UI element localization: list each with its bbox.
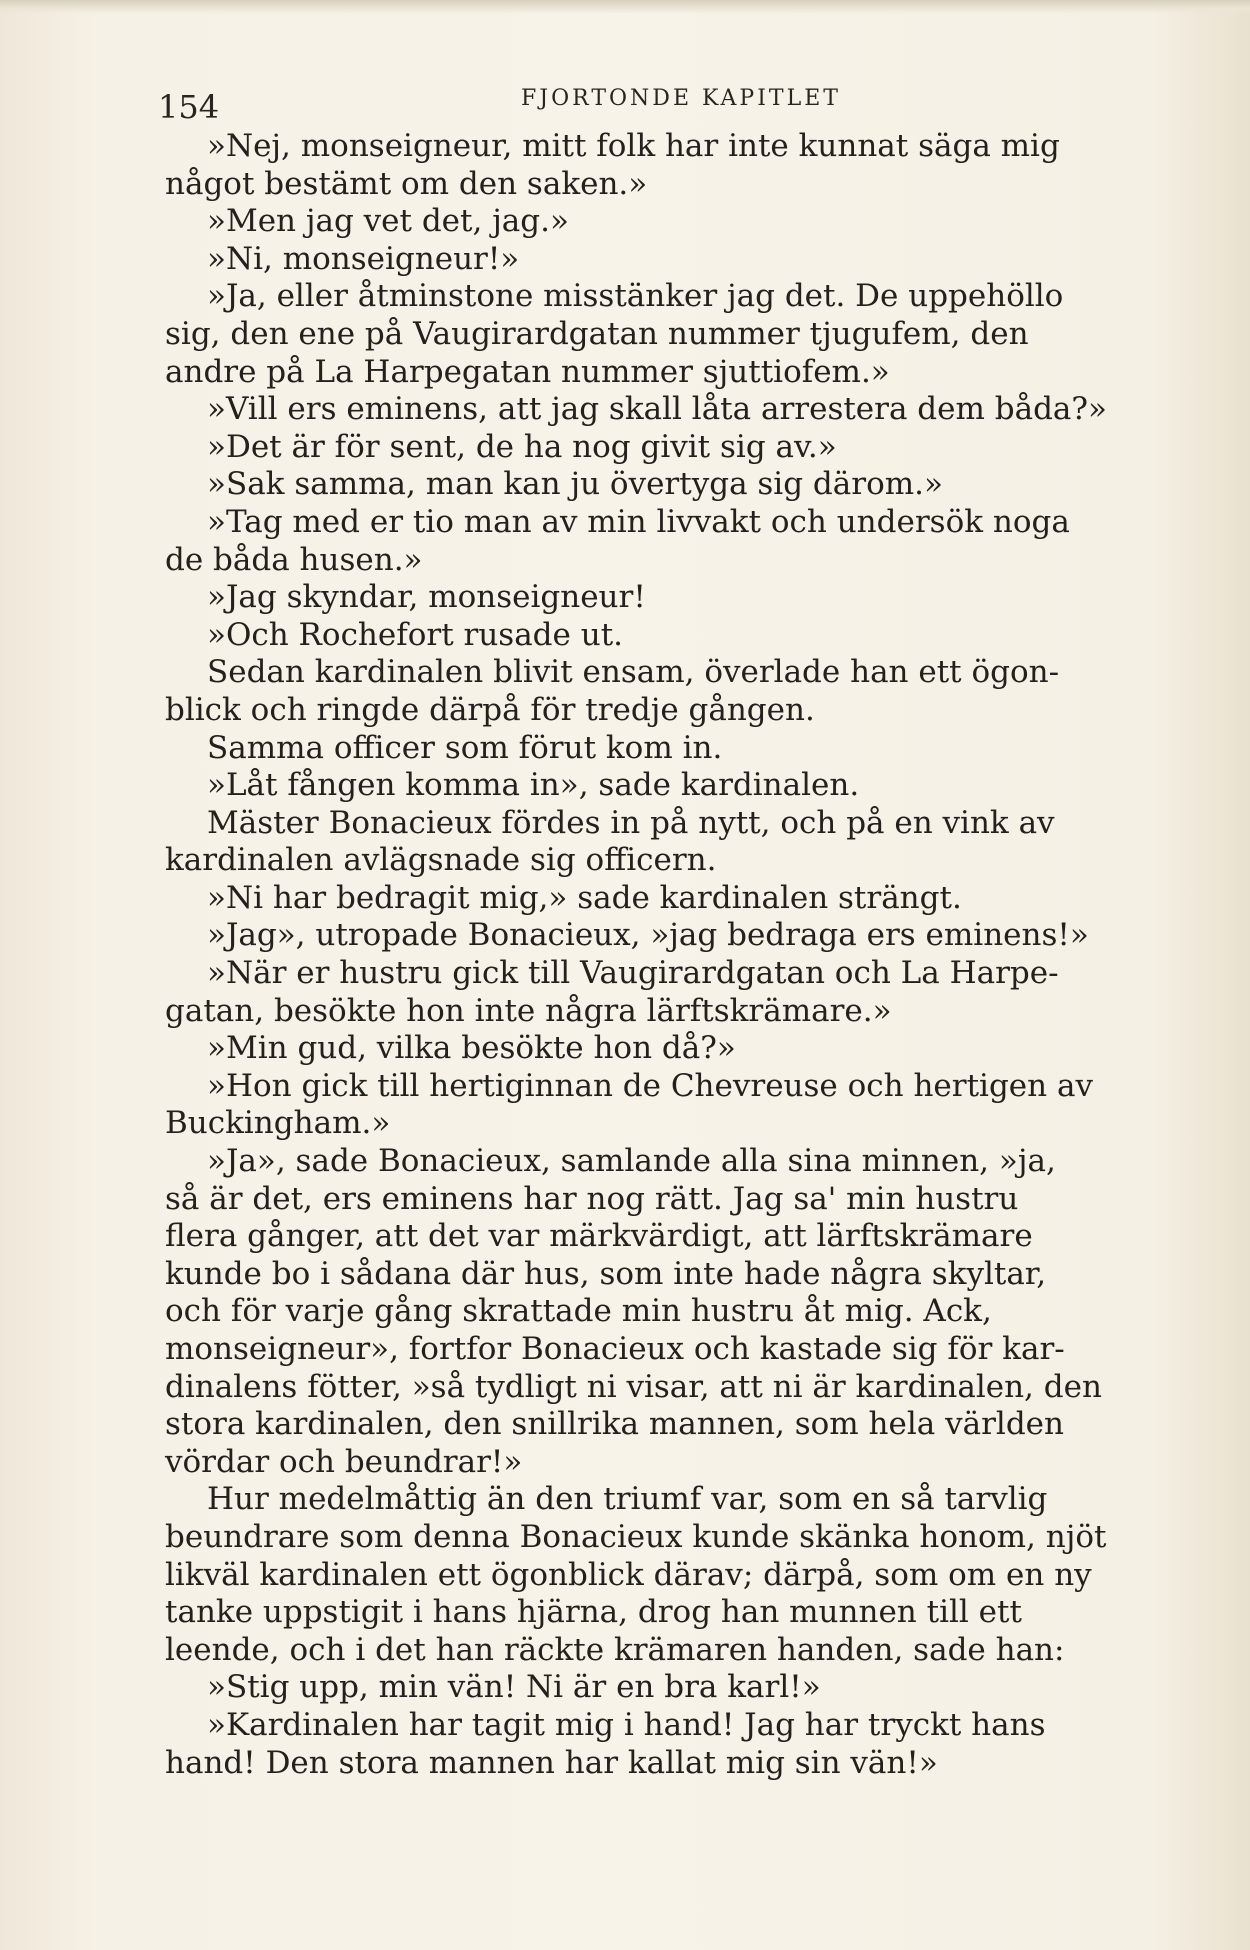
text-line: gatan, besökte hon inte några lärftskrämare.»	[165, 992, 892, 1029]
text-line: »Vill ers eminens, att jag skall låta arrestera dem båda?»	[207, 391, 1107, 428]
text-line: vördar och beundrar!»	[165, 1443, 523, 1480]
text-line: monseigneur», fortfor Bonacieux och kastade sig för kar-	[165, 1331, 1065, 1367]
text-line: Samma officer som förut kom in.	[207, 729, 723, 766]
text-line: beundrare som denna Bonacieux kunde skänka honom, njöt	[165, 1518, 1107, 1555]
text-line: »Jag skyndar, monseigneur!	[207, 579, 646, 616]
text-line: tanke uppstigit i hans hjärna, drog han munnen till ett	[165, 1594, 1022, 1631]
text-line: och för varje gång skrattade min hustru åt mig. Ack,	[165, 1293, 992, 1330]
text-line: andre på La Harpegatan nummer sjuttiofem.»	[165, 353, 890, 390]
text-line: hand! Den stora mannen har kallat mig sin vän!»	[165, 1744, 938, 1781]
text-line: sig, den ene på Vaugirardgatan nummer tjugufem, den	[165, 315, 1029, 352]
page-header	[158, 78, 1204, 128]
text-line: »Tag med er tio man av min livvakt och undersök noga	[207, 503, 1070, 540]
text-line: »Min gud, vilka besökte hon då?»	[207, 1030, 736, 1067]
text-line: »Nej, monseigneur, mitt folk har inte kunnat säga mig	[207, 128, 1060, 164]
text-line: »Men jag vet det, jag.»	[207, 203, 569, 240]
text-line: »Det är för sent, de ha nog givit sig av.»	[207, 428, 837, 465]
body-text	[165, 128, 1205, 1782]
text-line: »Stig upp, min vän! Ni är en bra karl!»	[207, 1669, 821, 1706]
text-line: kunde bo i sådana där hus, som inte hade några skyltar,	[165, 1255, 1047, 1292]
text-line: stora kardinalen, den snillrika mannen, som hela världen	[165, 1406, 1064, 1443]
text-line: blick och ringde därpå för tredje gången.	[165, 691, 815, 728]
text-line: flera gånger, att det var märkvärdigt, att lärftskrämare	[165, 1218, 1033, 1255]
text-line: »Ja», sade Bonacieux, samlande alla sina minnen, »ja,	[207, 1143, 1056, 1180]
text-line: leende, och i det han räckte krämaren handen, sade han:	[165, 1631, 1065, 1668]
text-line: »Ni har bedragit mig,» sade kardinalen strängt.	[207, 879, 962, 916]
text-line: »Och Rochefort rusade ut.	[207, 616, 624, 653]
text-line: så är det, ers eminens har nog rätt. Jag sa' min hustru	[165, 1180, 1019, 1217]
text-line: »Ni, monseigneur!»	[207, 240, 520, 277]
text-line: »När er hustru gick till Vaugirardgatan och La Harpe-	[207, 955, 1059, 992]
text-line: »Sak samma, man kan ju övertyga sig därom.»	[207, 466, 943, 503]
text-line: likväl kardinalen ett ögonblick därav; därpå, som om en ny	[165, 1556, 1092, 1593]
text-line: något bestämt om den saken.»	[165, 165, 648, 202]
text-line: Buckingham.»	[165, 1105, 391, 1142]
text-line: »Låt fången komma in», sade kardinalen.	[207, 767, 860, 804]
text-line: »Ja, eller åtminstone misstänker jag det. De uppehöllo	[207, 278, 1064, 315]
text-line: dinalens fötter, »så tydligt ni visar, att ni är kardinalen, den	[165, 1368, 1102, 1405]
text-line: kardinalen avlägsnade sig officern.	[165, 842, 717, 879]
text-line: de båda husen.»	[165, 541, 423, 578]
text-line: »Jag», utropade Bonacieux, »jag bedraga ers eminens!»	[207, 917, 1089, 954]
chapter-title: FJORTONDE KAPITLET	[521, 86, 841, 111]
text-line: »Hon gick till hertiginnan de Chevreuse och hertigen av	[207, 1067, 1093, 1104]
page-top-edge	[0, 0, 1250, 14]
text-line: »Kardinalen har tagit mig i hand! Jag har tryckt hans	[207, 1706, 1046, 1743]
text-line: Sedan kardinalen blivit ensam, överlade han ett ögon-	[207, 654, 1060, 691]
text-line: Hur medelmåttig än den triumf var, som en så tarvlig	[207, 1481, 1048, 1518]
text-line: Mäster Bonacieux fördes in på nytt, och på en vink av	[207, 804, 1055, 841]
page-number: 154	[158, 88, 220, 126]
